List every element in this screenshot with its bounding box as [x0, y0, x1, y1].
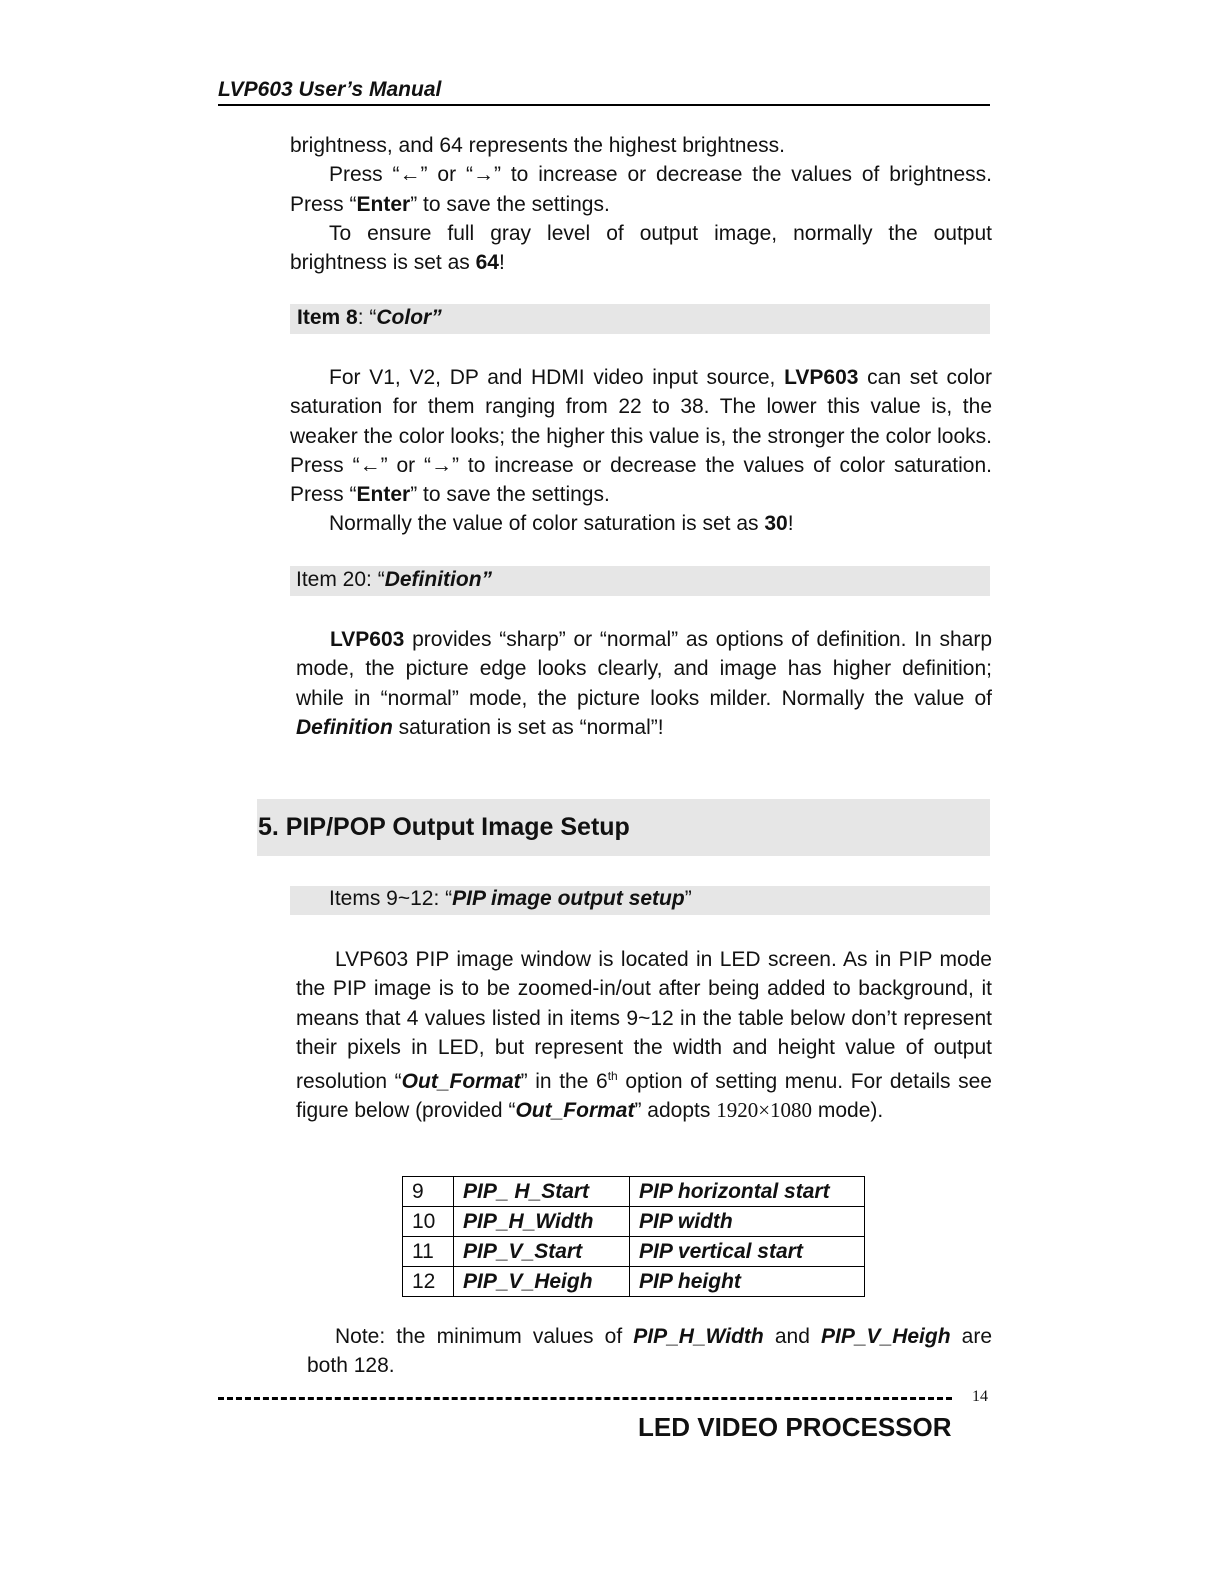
item20-heading: [290, 566, 990, 596]
row-number: 10: [403, 1207, 454, 1237]
height-term: PIP_V_Heigh: [820, 1325, 951, 1348]
out-format-term: Out_Format: [401, 1070, 521, 1094]
enter-key-label: Enter: [356, 483, 411, 507]
color-body: For V1, V2, DP and HDMI video input source, LVP603 can set color saturation for them ranging from 22 to 38. The lower this value is, the weaker the color looks; the higher this value is, the stronger the color looks. Press “←” or “→” to increase or decrease the values of color saturation. Press “Enter” to save the settings.: [290, 366, 992, 507]
pip-body: LVP603 PIP image window is located in LED screen. As in PIP mode the PIP image is to be zoomed-in/out after being added to background, it means that 4 values listed in items 9~12 in the table below don’t represent their pixels in LED, but represent the width and height value of output resolution “Out_Format” in the 6th option of setting menu. For details see figure below (provided “Out_Format” adopts 1920×1080 mode).: [296, 948, 992, 1123]
left-arrow-icon: ←: [399, 163, 421, 187]
brightness-press-line: Press “←” or “→” to increase or decrease the values of brightness. Press “Enter” to save the settings.: [290, 163, 992, 216]
note-paragraph: [307, 1322, 992, 1381]
product-name: LED VIDEO PROCESSOR: [638, 1412, 952, 1442]
brightness-line: brightness, and 64 represents the highest brightness.: [290, 134, 785, 157]
section5-heading: [257, 799, 990, 856]
color-default-line: Normally the value of color saturation is set as 30!: [329, 512, 794, 536]
footer-divider: [218, 1397, 952, 1400]
note-body: Note: the minimum values of PIP_H_Width and PIP_V_Heigh are both 128.: [307, 1325, 992, 1378]
brightness-paragraph: [290, 131, 992, 277]
param-description: PIP vertical start: [630, 1237, 865, 1267]
item8-heading: Item 8: “Color”: [290, 304, 990, 334]
page-number: 14: [972, 1388, 988, 1405]
brightness-ensure-line: To ensure full gray level of output image, normally the output brightness is set as 64!: [290, 221, 992, 275]
table-row: [403, 1237, 865, 1267]
definition-body: LVP603 provides “sharp” or “normal” as options of definition. In sharp mode, the picture edge looks clearly, and image has higher definition; while in “normal” mode, the picture looks milder. Normally the value of Definition saturation is set as “normal”!: [296, 628, 992, 739]
manual-title: LVP603 User’s Manual: [218, 78, 442, 101]
item8-label: Item 8: [297, 306, 358, 329]
row-number: 9: [403, 1177, 454, 1207]
row-number: 11: [403, 1237, 454, 1267]
definition-paragraph: [296, 625, 992, 742]
row-number: 12: [403, 1267, 454, 1297]
items9-12-name: PIP image output setup: [452, 887, 685, 910]
table-row: [403, 1177, 865, 1207]
ordinal-suffix: th: [607, 1069, 618, 1084]
pip-paragraph: [296, 945, 992, 1126]
item8-name: Color”: [376, 306, 442, 329]
resolution-value: 1920×1080: [716, 1098, 813, 1123]
brand-name: LVP603: [784, 366, 859, 389]
param-description: PIP horizontal start: [630, 1177, 865, 1207]
out-format-term: Out_Format: [515, 1099, 635, 1123]
items9-12-heading: Items 9~12: “PIP image output setup”: [290, 886, 990, 915]
pip-settings-table: [402, 1176, 865, 1297]
table-row: [403, 1207, 865, 1237]
table-row: [403, 1267, 865, 1297]
definition-word: Definition: [296, 715, 393, 739]
param-description: PIP width: [630, 1207, 865, 1237]
items9-12-label: Items 9~12: “: [329, 887, 453, 910]
section5-title: 5. PIP/POP Output Image Setup: [258, 813, 630, 841]
item20-name: Definition”: [384, 568, 493, 591]
brand-name: LVP603: [330, 628, 405, 651]
left-arrow-icon: ←: [359, 453, 381, 477]
page-header: [218, 78, 990, 106]
brightness-default-value: 64: [475, 251, 499, 275]
color-default-value: 30: [764, 512, 788, 536]
param-name: PIP_V_Heigh: [454, 1267, 630, 1297]
color-paragraph: [290, 363, 992, 539]
width-term: PIP_H_Width: [633, 1325, 764, 1348]
enter-key-label: Enter: [356, 192, 411, 216]
param-name: PIP_V_Start: [454, 1237, 630, 1267]
param-name: PIP_ H_Start: [454, 1177, 630, 1207]
right-arrow-icon: →: [431, 453, 453, 477]
item20-label: Item 20: “: [296, 568, 385, 591]
param-description: PIP height: [630, 1267, 865, 1297]
param-name: PIP_H_Width: [454, 1207, 630, 1237]
right-arrow-icon: →: [472, 163, 494, 187]
